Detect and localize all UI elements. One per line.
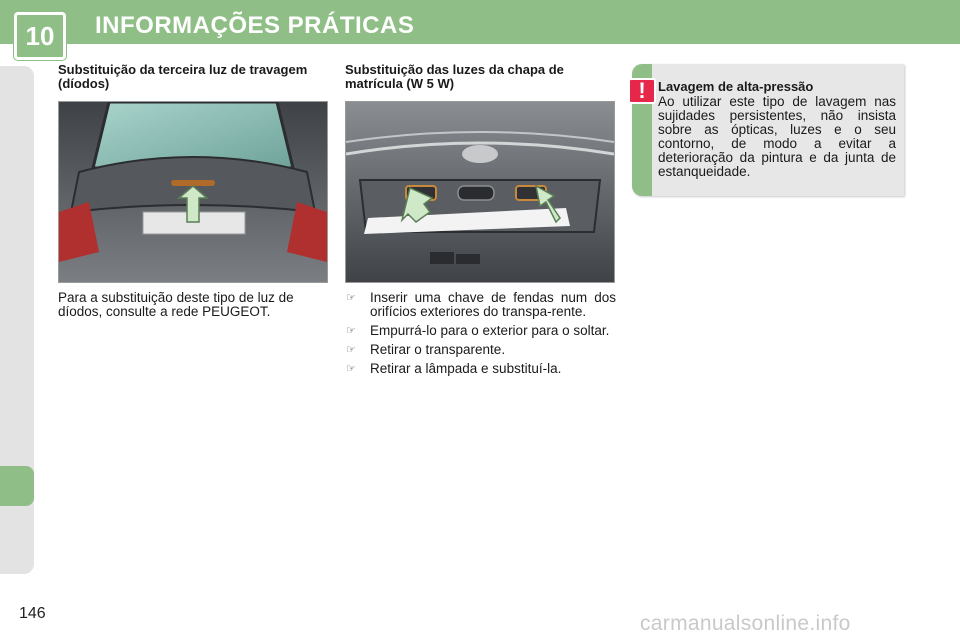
page-title: INFORMAÇÕES PRÁTICAS bbox=[95, 12, 415, 39]
left-section-heading: Substituição da terceira luz de travagem (díodos) bbox=[58, 62, 308, 91]
side-chapter-tab bbox=[0, 466, 34, 506]
licence-plate-lamp-photo bbox=[345, 101, 615, 283]
step-item bbox=[346, 343, 616, 357]
step-item bbox=[346, 324, 616, 338]
chapter-number-badge: 10 bbox=[14, 12, 66, 60]
pointing-hand-icon: ☞ bbox=[346, 325, 356, 337]
warning-exclamation-icon: ! bbox=[628, 78, 656, 104]
pointing-hand-icon: ☞ bbox=[346, 344, 356, 356]
rear-car-illustration bbox=[59, 102, 327, 282]
step-text: Retirar a lâmpada e substituí-la. bbox=[370, 361, 562, 376]
watermark: carmanualsonline.info bbox=[640, 612, 851, 635]
middle-section-heading: Substituição das luzes da chapa de matrícula (W 5 W) bbox=[345, 62, 564, 91]
pointing-hand-icon: ☞ bbox=[346, 363, 356, 375]
page-number: 146 bbox=[19, 605, 46, 622]
left-section-body: Para a substituição deste tipo de luz de díodos, consulte a rede PEUGEOT. bbox=[58, 290, 294, 319]
step-text: Empurrá-lo para o exterior para o soltar. bbox=[370, 323, 610, 338]
replacement-steps-list bbox=[346, 291, 616, 381]
warning-title: Lavagem de alta-pressão bbox=[658, 79, 814, 94]
tailgate-illustration bbox=[346, 102, 614, 282]
step-item bbox=[346, 362, 616, 376]
step-item bbox=[346, 291, 616, 319]
third-brake-light-photo bbox=[58, 101, 328, 283]
pointing-hand-icon: ☞ bbox=[346, 292, 356, 304]
step-text: Inserir uma chave de fendas num dos orifícios exteriores do transpa-rente. bbox=[370, 290, 616, 319]
step-text: Retirar o transparente. bbox=[370, 342, 506, 357]
warning-text: Ao utilizar este tipo de lavagem nas sujidades persistentes, não insista sobre as ópticas, luzes e o seu contorno, de modo a evitar a deterioração da pintura e da junta de estanqueidade. bbox=[658, 94, 896, 179]
